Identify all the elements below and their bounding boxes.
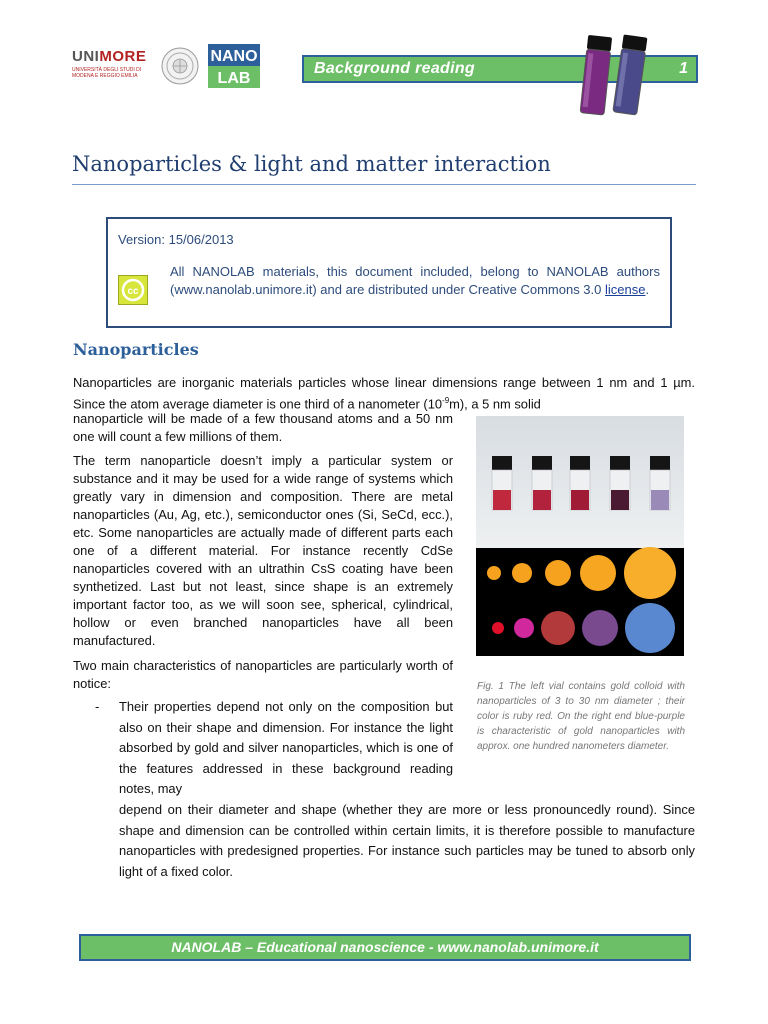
- bottom-dot: [625, 603, 675, 653]
- bottom-dot: [541, 611, 575, 645]
- top-dot: [624, 547, 676, 599]
- page-title: Nanoparticles & light and matter interaction: [72, 152, 551, 176]
- top-dot: [580, 555, 616, 591]
- vial-liquid: [533, 490, 551, 510]
- paragraph-1-continued: nanoparticle will be made of a few thousand atoms and a 50 nm one will count a few millions of them.: [73, 411, 453, 444]
- version-licence-box: [106, 217, 672, 328]
- paragraph-1: Nanoparticles are inorganic materials particles whose linear dimensions range between 1 nm and 1 µm. Since the atom average diameter is one third of a nanometer $(10^{-9}m)$, a 5 nm solid: [73, 375, 695, 412]
- vial-liquid: [611, 490, 629, 510]
- university-seal-icon: [161, 47, 199, 85]
- page-number: 1: [679, 60, 688, 77]
- vial-cap: [610, 456, 630, 470]
- top-dot: [512, 563, 532, 583]
- vial-cap: [532, 456, 552, 470]
- header-label: Background reading: [314, 60, 475, 77]
- list-item-text: Their properties depend not only on the composition but also on their shape and dimension. For instance the light absorbed by gold and silver nanoparticles, which is one of the features addressed in these background reading notes, may: [119, 699, 453, 797]
- svg-text:cc: cc: [127, 286, 139, 297]
- figure-caption: Fig. 1 The left vial contains gold colloid with nanoparticles of 3 to 30 nm diameter ; their color is ruby red. On the right end blue-purple is characteristic of gold nanoparticles with approx. one hundred nanometers diameter.: [477, 681, 685, 752]
- vial-cap: [492, 456, 512, 470]
- licence-text: All NANOLAB materials, this document included, belong to NANOLAB authors (www.nanolab.unimore.it) and are distributed under Creative Commons 3.0 license.: [170, 264, 660, 297]
- creative-commons-icon: [118, 275, 148, 305]
- vial-liquid: [651, 490, 669, 510]
- bottom-dot: [492, 622, 504, 634]
- list-item-text-continued: depend on their diameter and shape (whether they are more or less pronouncedly round). Since shape and dimension can be controlled within certain limits, it is therefore possible to manufacture nanoparticles with predesigned properties. For instance such particles may be tuned to absorb only light of a fixed color.: [119, 802, 695, 879]
- paragraph-2: The term nanoparticle doesn’t imply a particular system or substance and it may be used for a wide range of systems which greatly vary in dimension and composition. There are metal nanoparticles (Au, Ag, etc.), semiconductor ones (Si, SeCd, ecc.), etc. Some nanoparticles are actually made of different parts each one of a different material. For instance recently CdSe nanoparticles covered with an ultrathin CsS coating have been synthetized. Last but not least, since shape is an extremely important factor too, as we will soon see, spherical, cylindrical, hollow or even branched nanoparticles have all been manufactured.: [73, 453, 453, 648]
- svg-text:LAB: LAB: [217, 70, 251, 87]
- bottom-dot: [514, 618, 534, 638]
- vial-liquid: [493, 490, 511, 510]
- vials-icon: [574, 32, 652, 120]
- top-dot: [545, 560, 571, 586]
- paragraph-3: Two main characteristics of nanoparticles are particularly worth of notice:: [73, 658, 453, 691]
- bottom-dot: [582, 610, 618, 646]
- top-dot: [487, 566, 501, 580]
- footer-bar: NANOLAB – Educational nanoscience - www.nanolab.unimore.it: [79, 934, 691, 961]
- nanolab-logo: [208, 44, 260, 88]
- licence-link[interactable]: license: [605, 282, 646, 297]
- title-divider: [72, 184, 696, 185]
- list-bullet: -: [95, 699, 100, 714]
- svg-text:NANO: NANO: [210, 48, 258, 65]
- vial-cap: [570, 456, 590, 470]
- vial-cap: [650, 456, 670, 470]
- unimore-logo: UNIMORE UNIVERSITÀ DEGLI STUDI DI MODENA E REGGIO EMILIA: [72, 48, 150, 79]
- section-heading: Nanoparticles: [73, 340, 199, 359]
- nanoparticle-vials-photo: [476, 416, 684, 656]
- vial-liquid: [571, 490, 589, 510]
- unimore-logo-subtitle: UNIVERSITÀ DEGLI STUDI DI MODENA E REGGIO EMILIA: [72, 67, 142, 79]
- version-text: Version: 15/06/2013: [118, 232, 234, 247]
